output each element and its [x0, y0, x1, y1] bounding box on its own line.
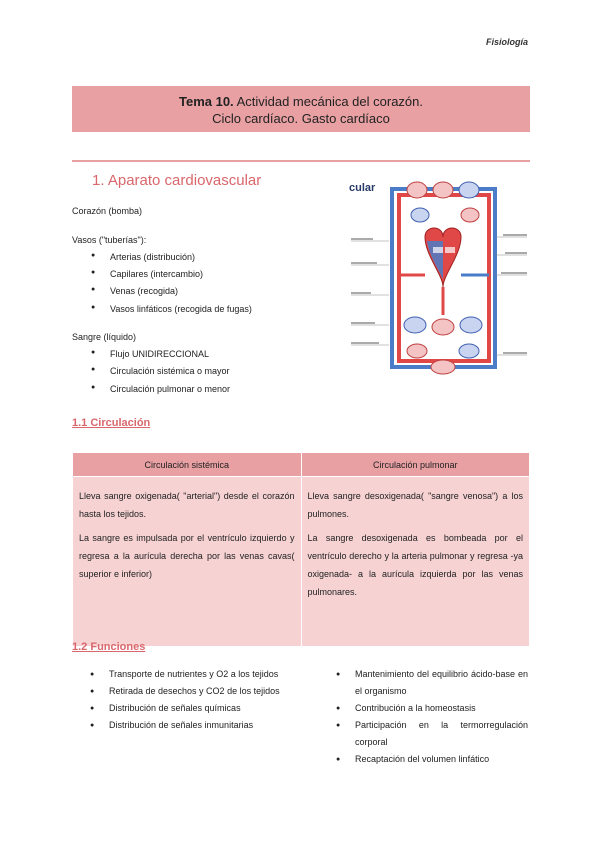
- table-cell-systemic: [73, 477, 302, 647]
- function-item: ● Retirada de desechos y CO2 de los tejidos: [109, 683, 299, 700]
- title-line-2: Ciclo cardíaco. Gasto cardíaco: [212, 111, 390, 126]
- title-line-1-rest: Actividad mecánica del corazón.: [233, 94, 423, 109]
- vessels-title: Vasos ("tuberías"):: [72, 235, 147, 245]
- vessel-item: ● Venas (recogida): [110, 286, 178, 296]
- vessel-item: ● Vasos linfáticos (recogida de fugas): [110, 304, 252, 314]
- vessel-item: ● Capilares (intercambio): [110, 269, 203, 279]
- pulmonary-text-2: La sangre desoxigenada es bombeada por el ventrículo derecho y la arteria pulmonar y regresa -ya oxigenada- a la aurícula izquierda por las venas pulmonares.: [307, 533, 523, 597]
- functions-right-column: [355, 666, 528, 768]
- title-line-1: [72, 93, 530, 110]
- functions-left-column: [109, 666, 299, 734]
- blood-item: ● Circulación sistémica o mayor: [110, 366, 230, 376]
- heart-label: Corazón (bomba): [72, 206, 143, 216]
- table-cell-pulmonary: [301, 477, 530, 647]
- circulation-table: [72, 452, 530, 647]
- section-1-1-heading: 1.1 Circulación: [72, 417, 151, 429]
- page-header-subject: Fisiología: [485, 37, 528, 47]
- systemic-text-1: Lleva sangre oxigenada( "arterial") desde el corazón hasta los tejidos.: [79, 491, 295, 519]
- section-1-heading: 1. Aparato cardiovascular: [92, 172, 262, 189]
- heart-shape: [425, 228, 461, 287]
- diagram-caption: cular: [349, 182, 376, 194]
- section-divider: [72, 160, 530, 162]
- function-item: ● Contribución a la homeostasis: [355, 700, 528, 717]
- section-1-2-heading: 1.2 Funciones: [72, 641, 146, 653]
- table-header-systemic: Circulación sistémica: [73, 453, 302, 477]
- systemic-text-2: La sangre es impulsada por el ventrículo izquierdo y regresa a la aurícula derecha por las venas cavas( superior e inferior): [79, 533, 295, 579]
- title-box: [72, 86, 530, 132]
- cardiovascular-diagram: [345, 175, 531, 385]
- function-item: ● Recaptación del volumen linfático: [355, 751, 528, 768]
- title-bold: Tema 10.: [178, 94, 234, 109]
- function-item: ● Mantenimiento del equilibrio ácido-base en el organismo: [355, 666, 528, 700]
- pulmonary-text-1: Lleva sangre desoxigenada( "sangre venosa") a los pulmones.: [307, 491, 523, 519]
- table-header-pulmonary: Circulación pulmonar: [301, 453, 530, 477]
- blood-item: ● Flujo UNIDIRECCIONAL: [110, 349, 209, 359]
- function-item: ● Distribución de señales inmunitarias: [109, 717, 299, 734]
- function-item: ● Distribución de señales químicas: [109, 700, 299, 717]
- function-item: ● Transporte de nutrientes y O2 a los tejidos: [109, 666, 299, 683]
- blood-title: Sangre (líquido): [72, 332, 137, 342]
- vessel-item: ● Arterias (distribución): [110, 252, 195, 262]
- function-item: ● Participación en la termorregulación corporal: [355, 717, 528, 751]
- blood-item: ● Circulación pulmonar o menor: [110, 384, 230, 394]
